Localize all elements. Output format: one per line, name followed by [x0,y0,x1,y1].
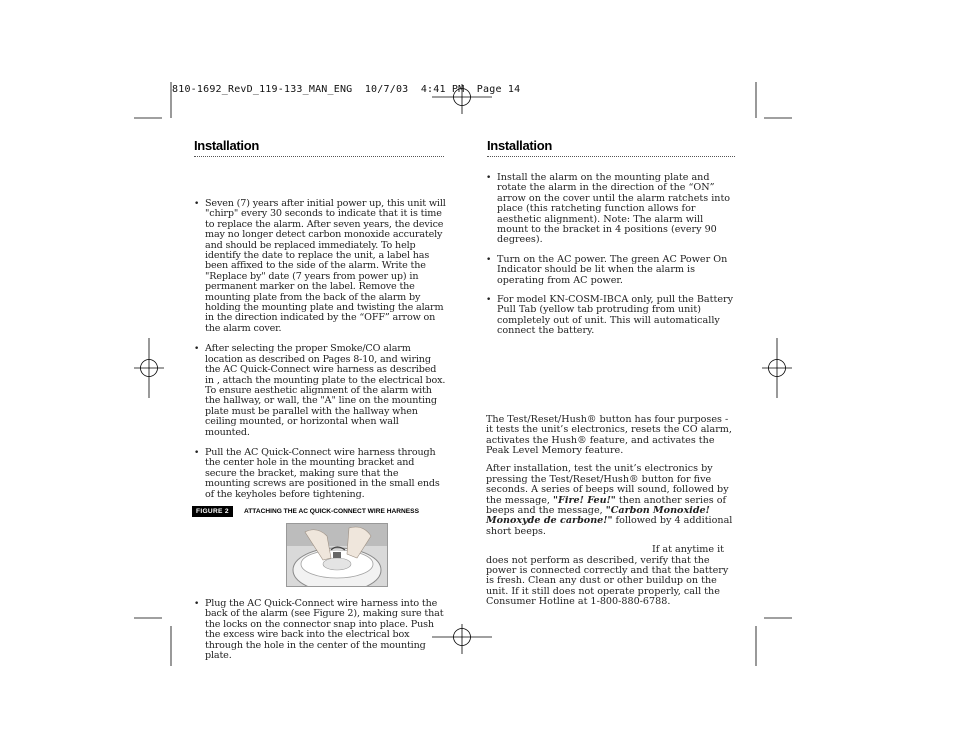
test-button-paragraph: The Test/Reset/Hush® button has four purposes - it tests the unit’s electronics, resets the CO alarm, activates the Hush® feature, and activates the Peak Level Memory feature. [486,413,732,456]
left-dotted-rule [194,156,444,157]
test-procedure-text-2: then another series of beeps and the message, [486,494,727,516]
figure-title: ATTACHING THE AC QUICK-CONNECT WIRE HARNESS [244,507,419,515]
left-bullet-list-after [194,599,446,661]
file-slug: 810-1692_RevD_119-133_MAN_ENG 10/7/03 4:41 PM Page 14 [172,84,521,95]
troubleshoot-text: does not perform as described, verify that the power is connected correctly and that the battery is fresh. Clean any dust or other buildup on the unit. If it still does not operate properly, call the Consumer Hotline at 1-800-880-6788. [486,554,729,608]
left-column [194,199,446,671]
alarm-photo-illustration [287,524,387,586]
left-heading: Installation [194,138,260,153]
test-procedure-paragraph [486,464,734,537]
list-item: • For model KN-COSM-IBCA only, pull the Battery Pull Tab (yellow tab protruding from unit) completely out of unit. This will automatically connect the battery. [486,295,734,337]
fire-message: "Fire! Feu!" [553,494,616,506]
right-heading: Installation [487,138,553,153]
co-message: "Carbon Monoxide! Monoxyde de carbone!" [486,504,710,527]
troubleshoot-paragraph [486,545,734,607]
list-item: • Plug the AC Quick-Connect wire harness into the back of the alarm (see Figure 2), making sure that the locks on the connector snap into place. Push the excess wire back into the electrical box through the hole in the center of the mounting plate. [194,599,446,661]
right-bullet-list [486,173,734,337]
list-item: • Seven (7) years after initial power up, this unit will "chirp" every 30 seconds to indicate that it is time to replace the alarm. After seven years, the device may no longer detect carbon monoxide accurately and should be replaced immediately. To help identify the date to replace the unit, a label has been affixed to the side of the alarm. Write the "Replace by" date (7 years from power up) in permanent marker on the label. Remove the mounting plate from the back of the alarm by holding the mounting plate and twisting the alarm in the direction indicated by the “OFF” arrow on the alarm cover. [194,199,446,334]
figure-caption [192,506,446,518]
test-procedure-text: After installation, test the unit’s electronics by pressing the Test/Reset/Hush® button for five seconds. A series of beeps will sound, followed by the message, [486,463,729,506]
test-section [486,415,734,608]
list-item: • Pull the AC Quick-Connect wire harness through the center hole in the mounting bracket and secure the bracket, making sure that the mounting screws are positioned in the small ends of the keyholes before tightening. [194,448,446,500]
right-column [486,173,734,616]
list-item: • After selecting the proper Smoke/CO alarm location as described on Pages 8-10, and wiring the AC Quick-Connect wire harness as described in , attach the mounting plate to the electrical box. To ensure aesthetic alignment of the alarm with the hallway, or wall, the "A" line on the mounting plate must be parallel with the hallway when ceiling mounted, or horizontal when wall mounted. [194,344,446,438]
test-procedure-text-3: followed by 4 additional short beeps. [486,515,733,537]
left-bullet-list [194,199,446,500]
figure-tag: FIGURE 2 [192,506,233,517]
list-item: • Turn on the AC power. The green AC Power On Indicator should be lit when the alarm is operating from AC power. [486,255,734,286]
right-dotted-rule [487,156,735,157]
list-item: • Install the alarm on the mounting plate and rotate the alarm in the direction of the “ON” arrow on the cover until the alarm ratchets into place (this ratcheting function allows for aesthetic alignment). Note: The alarm will mount to the bracket in 4 positions (every 90 degrees). [486,173,734,246]
figure-photo [286,523,388,587]
troubleshoot-lead: If at anytime it [652,544,725,556]
